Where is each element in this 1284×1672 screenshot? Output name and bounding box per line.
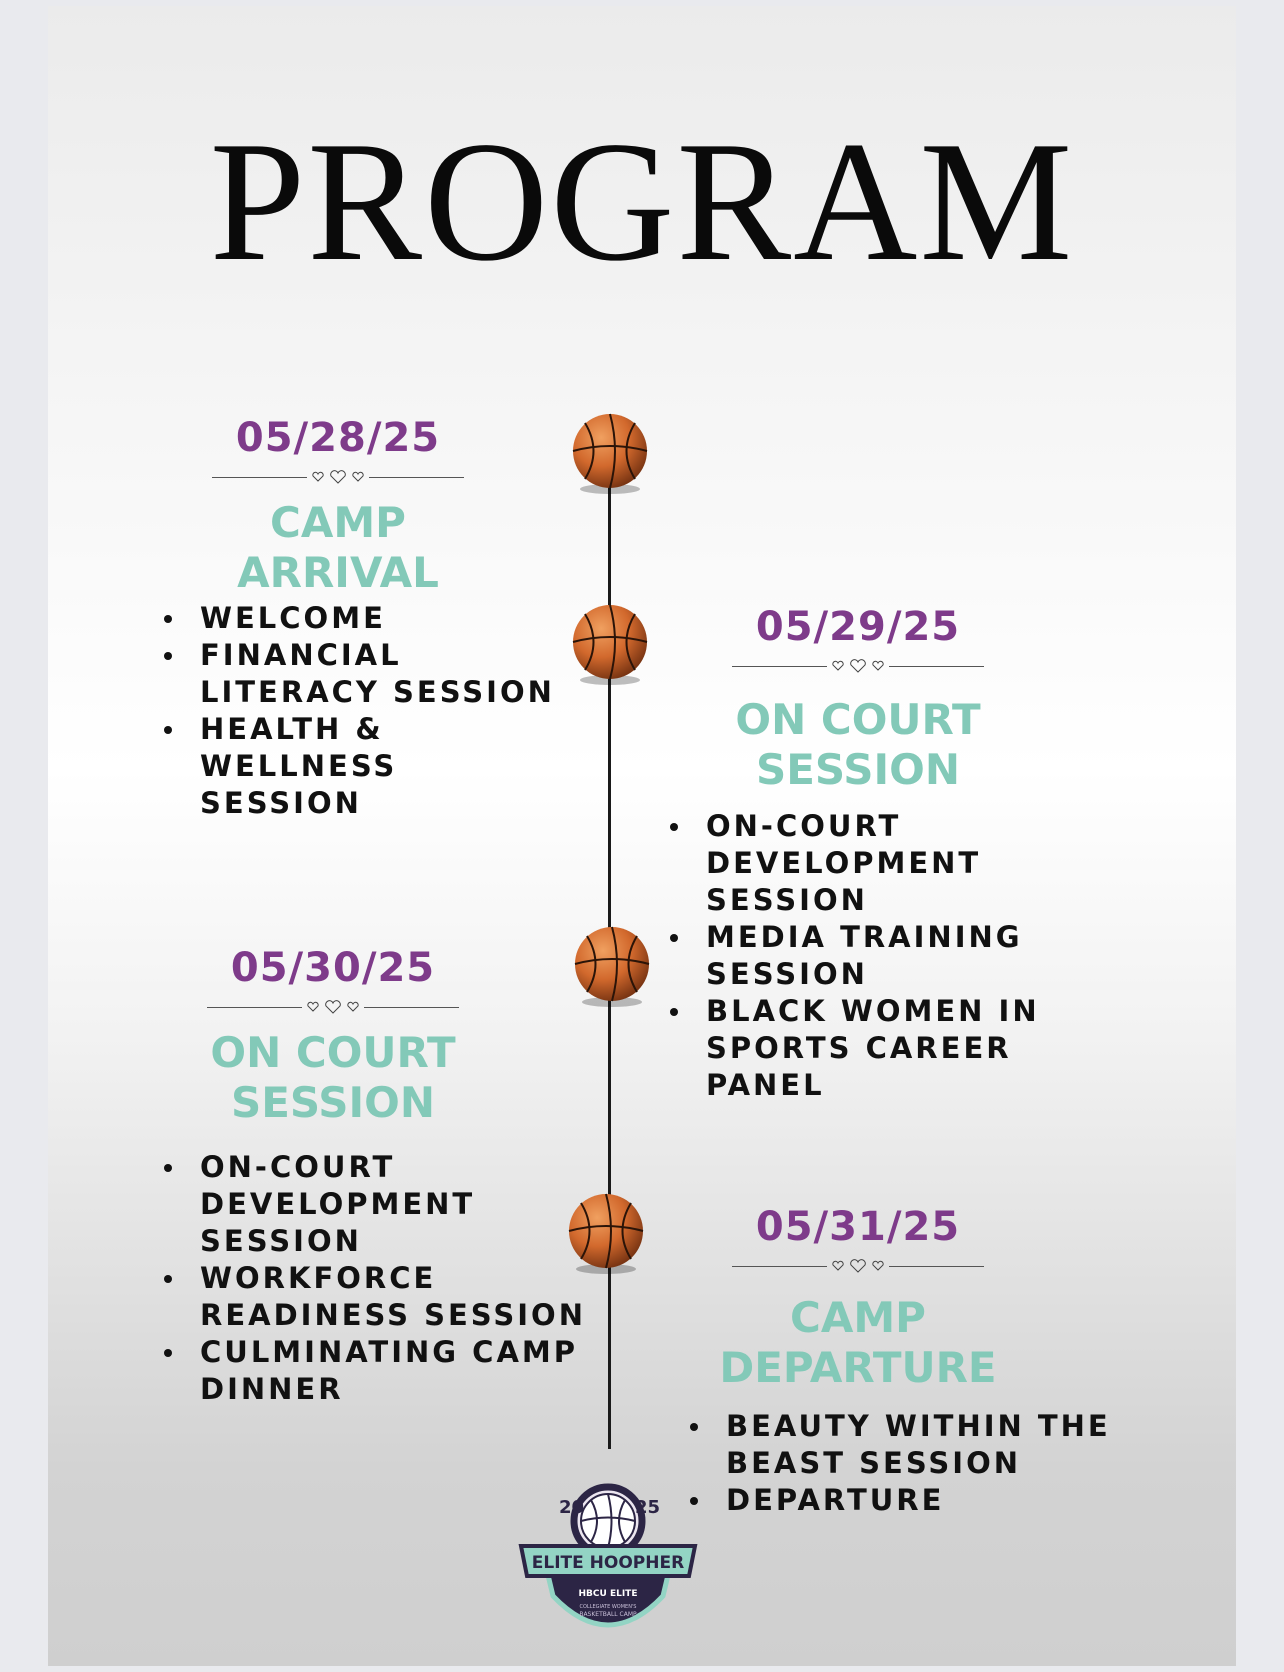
event-title-line1: CAMP <box>270 498 406 547</box>
event-title-line2: SESSION <box>230 1078 436 1127</box>
date-label: 05/31/25 <box>755 1204 961 1250</box>
heart-divider <box>207 1000 459 1014</box>
day-2-list <box>666 808 1086 1104</box>
heart-divider <box>732 659 984 673</box>
heart-divider <box>212 470 464 484</box>
list-item: CULMINATING CAMP DINNER <box>160 1334 590 1408</box>
logo-year-left: 20 <box>559 1497 585 1518</box>
hearts-icon <box>828 659 888 673</box>
event-title <box>198 498 478 598</box>
event-title-line2: DEPARTURE <box>719 1343 997 1392</box>
list-item: HEALTH & WELLNESS SESSION <box>160 711 570 822</box>
event-title-line2: SESSION <box>755 745 961 794</box>
logo-line2: COLLEGIATE WOMEN'S <box>579 1604 637 1610</box>
day-1-list <box>160 600 570 822</box>
day-block-3 <box>188 945 478 1128</box>
list-item: WELCOME <box>160 600 570 637</box>
day-block-2 <box>708 604 1008 795</box>
day-block-4 <box>708 1204 1008 1393</box>
date-label: 05/28/25 <box>235 415 441 461</box>
hearts-icon <box>828 1259 888 1273</box>
logo-line3: BASKETBALL CAMP <box>579 1611 637 1618</box>
hearts-icon <box>303 1000 363 1014</box>
day-block-1 <box>198 415 478 598</box>
basketball-icon <box>568 602 652 686</box>
list-item: BLACK WOMEN IN SPORTS CAREER PANEL <box>666 993 1086 1104</box>
event-title <box>188 1028 478 1128</box>
basketball-icon <box>570 924 654 1008</box>
day-4-list <box>686 1408 1146 1519</box>
list-item: FINANCIAL LITERACY SESSION <box>160 637 570 711</box>
basketball-icon <box>568 411 652 495</box>
logo-banner: ELITE HOOPHER <box>531 1553 685 1573</box>
event-title-line1: CAMP <box>790 1293 926 1342</box>
date-label: 05/29/25 <box>755 604 961 650</box>
hearts-icon <box>308 470 368 484</box>
list-item: WORKFORCE READINESS SESSION <box>160 1260 590 1334</box>
list-item: MEDIA TRAINING SESSION <box>666 919 1086 993</box>
date-label: 05/30/25 <box>230 945 436 991</box>
event-title-line1: ON COURT <box>735 695 981 744</box>
program-page <box>48 6 1236 1666</box>
event-title-line1: ON COURT <box>210 1028 456 1077</box>
list-item: DEPARTURE <box>686 1482 1146 1519</box>
logo-line1: HBCU ELITE <box>578 1589 638 1599</box>
list-item: BEAUTY WITHIN THE BEAST SESSION <box>686 1408 1146 1482</box>
event-title <box>708 695 1008 795</box>
event-title <box>708 1293 1008 1393</box>
list-item: ON-COURT DEVELOPMENT SESSION <box>160 1149 590 1260</box>
page-title: PROGRAM <box>209 107 1075 297</box>
heart-divider <box>732 1259 984 1273</box>
logo-year-right: 25 <box>635 1497 661 1518</box>
event-title-line2: ARRIVAL <box>237 548 439 597</box>
day-3-list <box>160 1149 590 1408</box>
elite-hoopher-logo <box>513 1476 703 1656</box>
list-item: ON-COURT DEVELOPMENT SESSION <box>666 808 1086 919</box>
